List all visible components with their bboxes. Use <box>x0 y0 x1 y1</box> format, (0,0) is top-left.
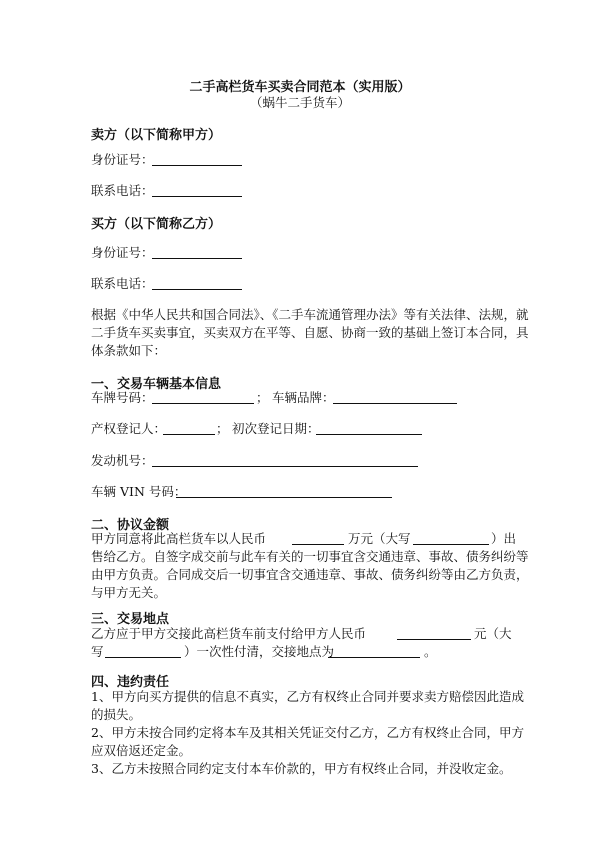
owner-label: 产权登记人： <box>91 421 167 436</box>
liability-item-2-line-1: 2、甲方未按合同约定将本车及其相关凭证交付乙方，乙方有权终止合同，甲方 <box>91 725 524 740</box>
buyer-phone-field[interactable] <box>152 289 242 290</box>
document-subtitle: （蜗牛二手货车） <box>249 95 350 110</box>
buyer-id-label: 身份证号： <box>91 245 154 260</box>
section1-heading: 一、交易车辆基本信息 <box>91 377 222 392</box>
plate-label: 车牌号码： <box>91 390 154 405</box>
intro-line-2: 二手货车买卖事宜，买卖双方在平等、自愿、协商一致的基础上签订本合同，具 <box>91 325 529 340</box>
intro-line-1: 根据《中华人民共和国合同法》、《二手车流通管理办法》等有关法律、法规，就 <box>91 307 529 322</box>
engine-number-field[interactable] <box>152 466 418 467</box>
engine-number-label: 发动机号： <box>91 453 154 468</box>
owner-separator: ； <box>216 421 229 436</box>
buyer-phone-label: 联系电话： <box>91 276 154 291</box>
seller-id-field[interactable] <box>152 165 242 166</box>
vin-label: 车辆 VIN 号码： <box>91 484 187 499</box>
handover-location-field[interactable] <box>328 657 420 658</box>
seller-phone-field[interactable] <box>152 196 242 197</box>
seller-phone-label: 联系电话： <box>91 183 154 198</box>
liability-item-1-line-1: 1、甲方向买方提供的信息不真实，乙方有权终止合同并要求卖方赔偿因此造成 <box>91 689 524 704</box>
amount-line-1-end: ）出 <box>491 531 517 546</box>
document-title: 二手高栏货车买卖合同范本（实用版） <box>189 80 411 95</box>
amount-line-4: 与甲方无关。 <box>91 585 167 600</box>
brand-field[interactable] <box>333 403 457 404</box>
amount-line-1-text: 甲方同意将此高栏货车以人民币 <box>91 531 267 546</box>
location-line-2-text: ）一次性付清，交接地点为 <box>184 644 335 659</box>
plate-separator: ； <box>256 390 269 405</box>
location-line-1-text: 乙方应于甲方交接此高栏货车前支付给甲方人民币 <box>91 626 367 641</box>
intro-line-3: 体条款如下： <box>91 343 167 358</box>
amount-unit-text: 万元（大写 <box>348 531 411 546</box>
liability-item-1-line-2: 的损失。 <box>91 707 142 722</box>
location-line-2-start: 写 <box>91 644 104 659</box>
first-registration-label: 初次登记日期： <box>232 421 320 436</box>
seller-heading: 卖方（以下简称甲方） <box>91 128 222 143</box>
amount-words-field[interactable] <box>413 544 489 545</box>
amount-line-2: 售给乙方。自签字成交前与此车有关的一切事宜含交通违章、事故、债务纠纷等 <box>91 549 529 564</box>
section3-heading: 三、交易地点 <box>91 612 170 627</box>
payment-amount-field[interactable] <box>397 639 471 640</box>
amount-number-field[interactable] <box>292 544 344 545</box>
section2-heading: 二、协议金额 <box>91 518 170 533</box>
buyer-heading: 买方（以下简称乙方） <box>91 217 222 232</box>
vin-field[interactable] <box>176 497 392 498</box>
liability-item-3: 3、乙方未按照合同约定支付本车价款的，甲方有权终止合同，并没收定金。 <box>91 761 512 776</box>
first-registration-field[interactable] <box>316 434 422 435</box>
location-line-1-end: 元（大 <box>474 626 512 641</box>
buyer-id-field[interactable] <box>152 258 242 259</box>
payment-words-field[interactable] <box>105 657 181 658</box>
section4-heading: 四、违约责任 <box>91 675 170 690</box>
plate-field[interactable] <box>152 403 254 404</box>
liability-item-2-line-2: 应双倍返还定金。 <box>91 743 192 758</box>
brand-label: 车辆品牌： <box>272 390 335 405</box>
location-line-2-end: 。 <box>424 644 437 659</box>
owner-field[interactable] <box>163 434 215 435</box>
seller-id-label: 身份证号： <box>91 152 154 167</box>
amount-line-3: 由甲方负责。合同成交后一切事宜含交通违章、事故、债务纠纷等由乙方负责， <box>91 567 529 582</box>
